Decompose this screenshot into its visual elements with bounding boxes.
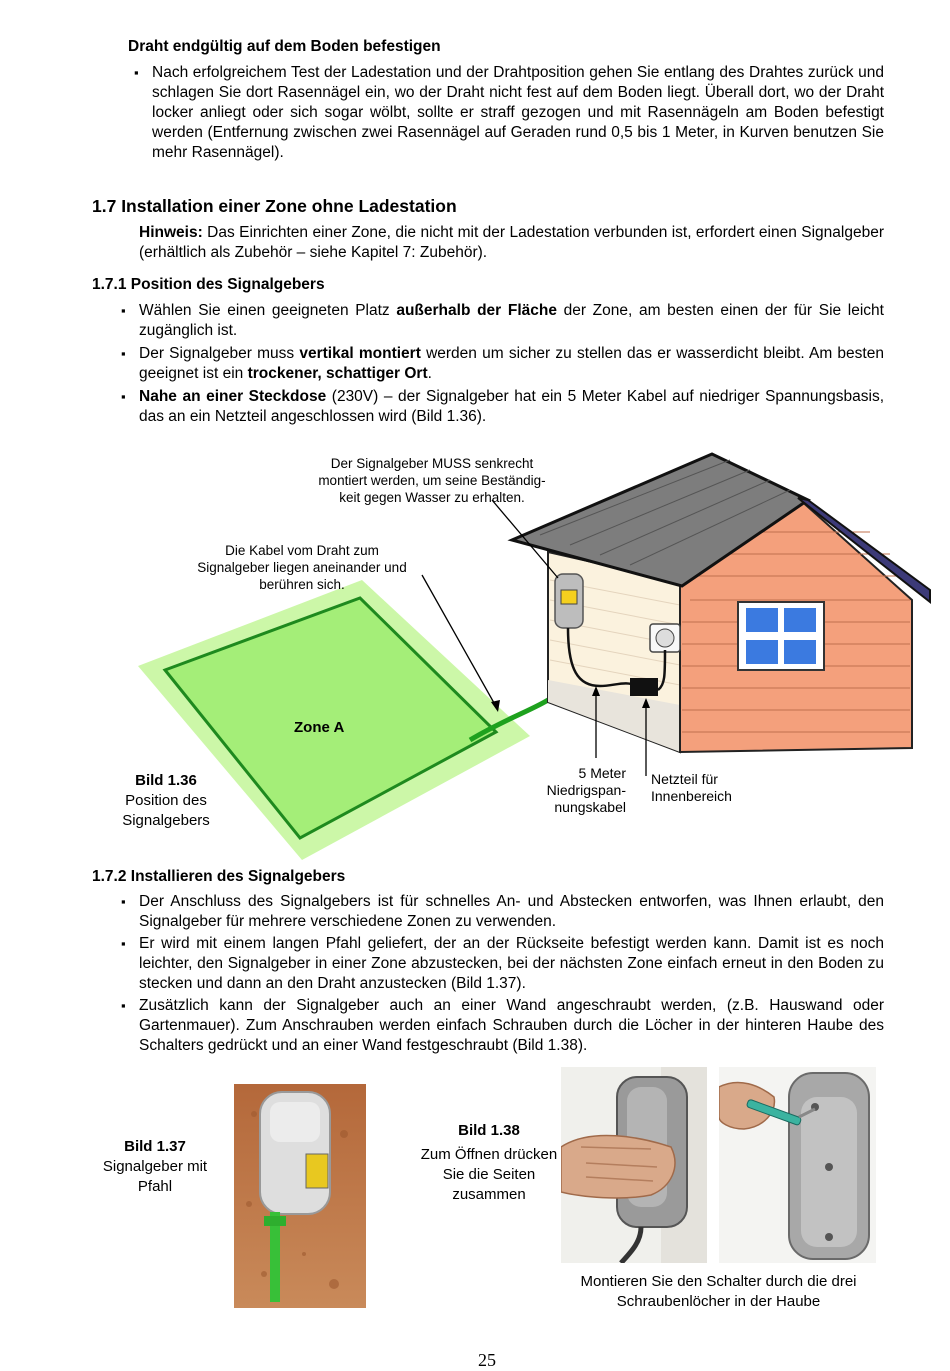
label-psu: Netzteil für Innenbereich [651,771,732,804]
page-number: 25 [478,1350,496,1370]
mount-through-screw-holes-photo [719,1067,876,1263]
caption-title: Bild 1.37 [124,1138,186,1155]
wire-fixing-list [152,63,884,163]
zone-a-label: Zone A [294,719,345,736]
section-1-7-2-heading: 1.7.2 Installieren des Signalgebers [92,868,346,885]
figure-1-36-caption [100,771,232,831]
mount-caption: Montieren Sie den Schalter durch die drei Schraubenlöcher in der Haube [580,1273,857,1310]
list-item [139,387,884,427]
caption-text: Signalgeber mit Pfahl [102,1158,208,1195]
section-1-7-1-heading: 1.7.1 Position des Signalgebers [92,276,325,293]
text-bold: außerhalb der Fläche [396,302,557,319]
callout-cables-touching: Die Kabel vom Draht zum Signalgeber liegen aneinander und berühren sich. [197,543,407,592]
text: (230V) – der Signalgeber hat ein 5 Meter Kabel auf niedriger Spannungsbasis, das an ein Netzteil angeschlossen wird (Bild 1.36). [139,388,884,425]
text-bold: vertikal montiert [299,345,421,362]
wire-fixing-heading: Draht endgültig auf dem Boden befestigen [128,38,441,55]
open-by-pressing-sides-photo [561,1067,707,1263]
section-1-7-note [139,223,884,263]
list-item: ▪ Der Anschluss des Signalgebers ist für schnelles An- und Abstecken entworfen, was Ihnen erlaubt, den Signalgeber für mehrere verschiedene Zonen zu verwenden. [139,892,884,932]
list-item [139,344,884,384]
caption-title: Bild 1.38 [458,1122,520,1139]
text: der Zone, am besten einen der für Sie leicht zugänglich ist. [139,302,884,339]
caption-text: Position des Signalgebers [122,792,210,829]
window [738,602,824,670]
text-bold: Nahe an einer Steckdose [139,388,327,405]
list-item: ▪ Nach erfolgreichem Test der Ladestation und der Drahtposition gehen Sie entlang des Drahtes zurück und schlagen Sie dort Rasennägel ein, wo der Draht nicht fest auf dem Boden liegt. Überall dort, wo der Draht locker anliegt oder sich sogar wölbt, sollte er straff gezogen und mit Rasennägeln am Boden befestigt werden (Entfernung zwischen zwei Rasennägel auf Geraden rund 0,5 bis 1 Meter, in Kurven benutzen Sie mehr Rasennägel). [152,63,884,163]
signal-generator [555,574,583,628]
text: . [427,365,432,382]
caption-text: Zum Öffnen drücken Sie die Seiten zusammen [420,1146,558,1203]
callout-vertical-mount: Der Signalgeber MUSS senkrecht montiert werden, um seine Beständig-keit gegen Wasser zu erhalten. [318,456,546,505]
text: Wählen Sie einen geeigneten Platz [139,302,397,319]
power-socket [650,624,680,652]
section-1-7-1-list [139,301,884,427]
text: Der Signalgeber muss [139,345,300,362]
list-item [139,301,884,341]
list-item: ▪ Zusätzlich kann der Signalgeber auch an einer Wand angeschraubt werden, (z.B. Hauswand oder Gartenmauer). Zum Anschrauben werden einfach Schrauben durch die Löcher in der hinteren Haube des Schalters gedrückt und an einer Wand festgeschraubt (Bild 1.38). [139,996,884,1056]
label-cable: 5 Meter Niedrigspan-nungskabel [546,765,626,815]
figure-1-37-caption [100,1137,210,1197]
note-text: Das Einrichten einer Zone, die nicht mit der Ladestation verbunden ist, erfordert einen Signalgeber (erhältlich als Zubehör – siehe Kapitel 7: Zubehör). [139,224,884,261]
list-item: ▪ Er wird mit einem langen Pfahl geliefert, der an der Rückseite befestigt werden kann. Damit ist es noch leichter, den Signalgeber in einer Zone abzustecken, bei der nächsten Zone einfach erneut in den Boden zu stecken und dann an den Draht anzustecken (Bild 1.37). [139,934,884,994]
text: werden um sicher zu stellen das er wasserdicht bleibt. Am besten geeignet ist ein [139,345,884,382]
section-1-7-heading: 1.7 Installation einer Zone ohne Ladestation [92,196,457,216]
figure-1-38-caption [414,1121,564,1205]
caption-title: Bild 1.36 [135,772,197,789]
signal-generator-with-stake-photo [234,1084,366,1308]
section-1-7-2-list [139,892,884,1056]
note-label: Hinweis: [139,224,203,241]
power-adapter [630,678,658,696]
text-bold: trockener, schattiger Ort [247,365,428,382]
